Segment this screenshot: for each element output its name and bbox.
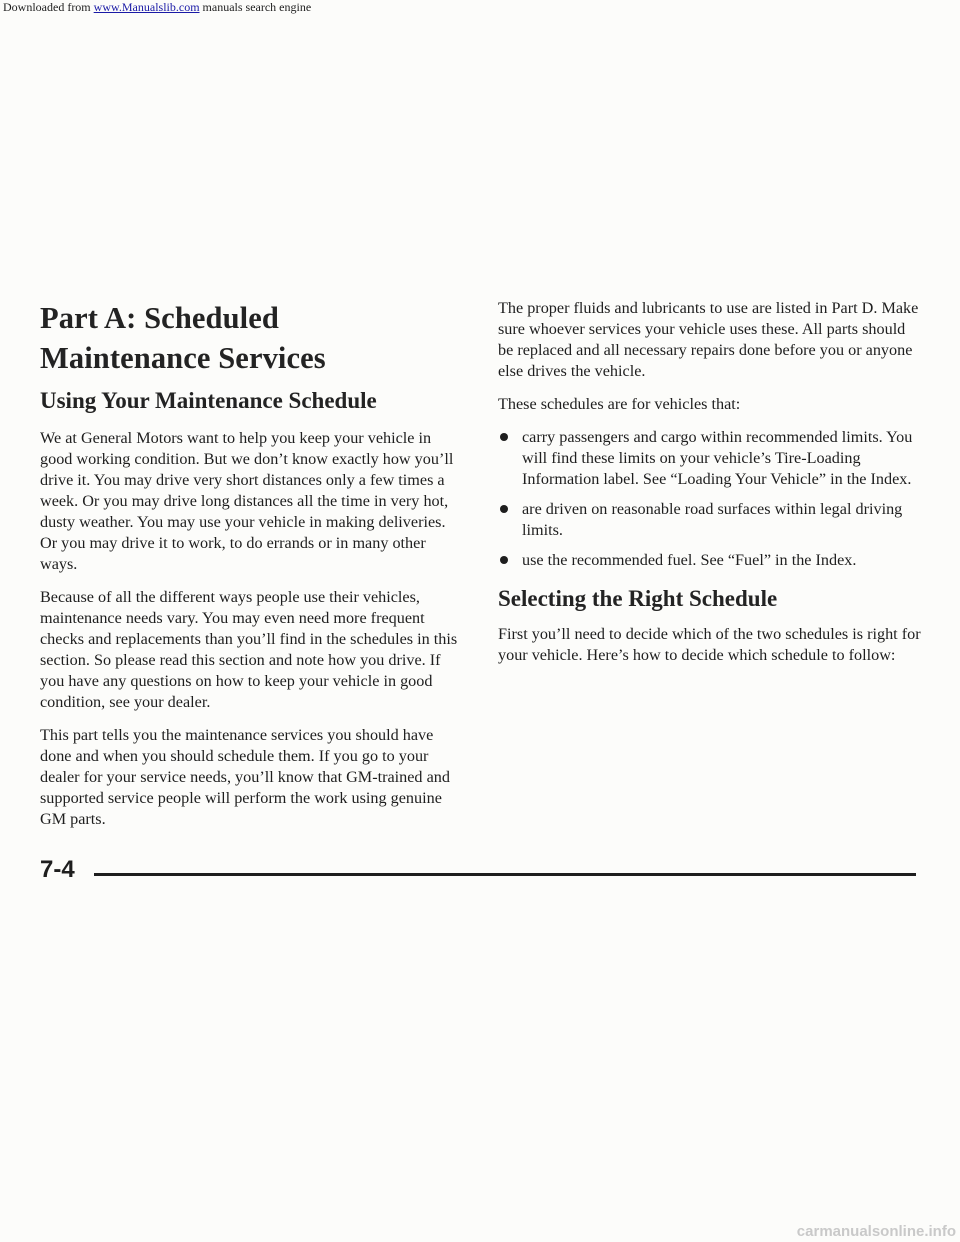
part-title: [40, 298, 460, 378]
download-source-header: [3, 0, 311, 14]
bullet-icon: [500, 433, 508, 441]
manualslib-link[interactable]: www.Manualslib.com: [93, 0, 200, 14]
watermark: carmanualsonline.info: [796, 1223, 956, 1240]
header-prefix: Downloaded from: [3, 0, 94, 14]
list-item: [498, 499, 923, 541]
list-item: [498, 550, 923, 571]
paragraph-maintenance-needs: Because of all the different ways people use their vehicles, maintenance needs vary. You may even need more frequent checks and replacements than you’ll find in the schedules in this section. So please read this section and note how you drive. If you have any questions on how to keep your vehicle in good condition, see your dealer.: [40, 588, 458, 711]
paragraph-schedules-for: These schedules are for vehicles that:: [498, 395, 741, 413]
header-suffix: manuals search engine: [199, 0, 312, 14]
bullet-icon: [500, 505, 508, 513]
paragraph-fluids: The proper fluids and lubricants to use are listed in Part D. Make sure whoever services your vehicle uses these. All parts should be replaced and all necessary repairs done before you or anyone else drives the vehicle.: [498, 299, 919, 380]
list-item-text: are driven on reasonable road surfaces within legal driving limits.: [522, 500, 903, 539]
paragraph-intro: We at General Motors want to help you keep your vehicle in good working condition. But we don’t know exactly how you’ll drive it. You may drive very short distances only a few times a week. Or you may drive long distances all the time in very hot, dusty weather. You may use your vehicle in making deliveries. Or you may drive it to work, to do errands or in many other ways.: [40, 429, 454, 573]
list-item-text: use the recommended fuel. See “Fuel” in the Index.: [522, 551, 857, 569]
paragraph-decide: First you’ll need to decide which of the two schedules is right for your vehicle. Here’s how to decide which schedule to follow:: [498, 625, 921, 664]
page-number: 7-4: [40, 856, 75, 883]
list-item: [498, 427, 923, 490]
section-heading-using-schedule: Using Your Maintenance Schedule: [40, 388, 377, 413]
part-title-line-1: Part A: Scheduled: [40, 301, 279, 335]
bullet-icon: [500, 556, 508, 564]
right-column: [498, 298, 923, 678]
footer-divider: [94, 873, 916, 876]
part-title-line-2: Maintenance Services: [40, 341, 326, 375]
vehicle-conditions-list: [498, 427, 923, 571]
page-footer: [40, 852, 916, 892]
section-heading-selecting-schedule: Selecting the Right Schedule: [498, 586, 778, 611]
left-column: [40, 298, 460, 842]
paragraph-part-services: This part tells you the maintenance services you should have done and when you should schedule them. If you go to your dealer for your service needs, you’ll know that GM-trained and supported service people will perform the work using genuine GM parts.: [40, 726, 450, 828]
list-item-text: carry passengers and cargo within recommended limits. You will find these limits on your vehicle’s Tire-Loading Information label. See “Loading Your Vehicle” in the Index.: [522, 428, 913, 488]
